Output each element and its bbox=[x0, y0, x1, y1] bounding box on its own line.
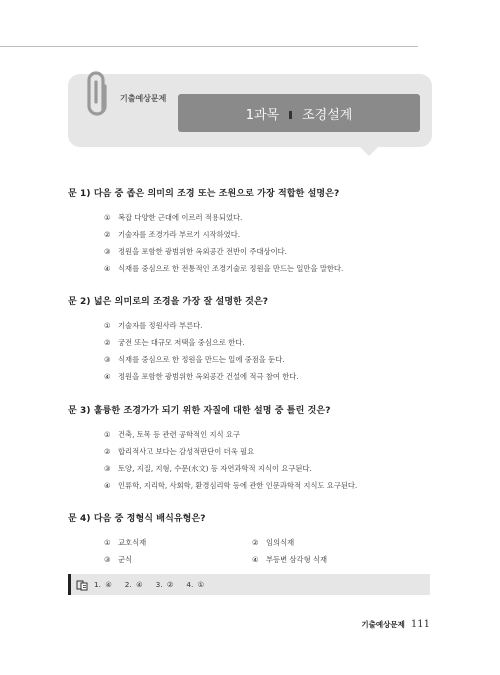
option-list bbox=[68, 426, 357, 494]
option-item: ④ 부등변 삼각형 식재 bbox=[252, 555, 328, 564]
chapter-title-box bbox=[178, 94, 420, 132]
question-title: 문 2) 넓은 의미로의 조경을 가장 잘 설명한 것은? bbox=[68, 297, 269, 307]
option-list bbox=[68, 209, 343, 277]
option-item: ③ 정원을 포함한 광범위한 옥외공간 전반이 주대상이다. bbox=[104, 247, 287, 256]
option-item: ① 복잡 다양한 근대에 이르러 적용되었다. bbox=[104, 213, 243, 222]
option-item: ④ 인류학, 지리학, 사회학, 환경심리학 등에 관한 인문과학적 지식도 요구된다. bbox=[104, 481, 358, 490]
chapter-title: 조경설계 bbox=[302, 107, 353, 123]
question-3 bbox=[68, 403, 357, 494]
option-item: ① 건축, 토목 등 관련 공학적인 지식 요구 bbox=[104, 430, 240, 439]
footer-section-title: 기출예상문제 bbox=[361, 620, 405, 629]
answer-key-icon bbox=[76, 579, 88, 591]
option-item: ② 합리적사고 보다는 감성적판단이 더욱 필요 bbox=[104, 447, 255, 456]
option-item: ① 기술자를 정원사라 부른다. bbox=[104, 321, 203, 330]
page-number: 111 bbox=[410, 619, 430, 630]
title-separator bbox=[289, 111, 292, 119]
page-footer bbox=[361, 619, 430, 630]
banner-label: 기출예상문제 bbox=[120, 94, 167, 103]
option-item: ③ 토양, 지질, 지형, 수문(水文) 등 자연과학적 지식이 요구된다. bbox=[104, 464, 312, 473]
top-rule bbox=[0, 46, 418, 47]
option-item: ③ 군식 bbox=[104, 555, 133, 564]
option-item: ② 궁전 또는 대규모 저택을 중심으로 한다. bbox=[104, 338, 245, 347]
option-item: ② 임의식재 bbox=[252, 538, 295, 547]
subject-number: 1과목 bbox=[245, 107, 280, 123]
option-list bbox=[68, 534, 400, 568]
paperclip-icon bbox=[84, 66, 110, 118]
option-item: ④ 정원을 포함한 광범위한 옥외공간 건설에 적극 참여 한다. bbox=[104, 372, 299, 381]
question-1 bbox=[68, 186, 343, 277]
answer-key-bar bbox=[68, 574, 430, 595]
banner-pointer bbox=[358, 145, 380, 156]
option-item: ④ 식재를 중심으로 한 전통적인 조경기술로 정원을 만드는 일만을 말한다. bbox=[104, 264, 344, 273]
option-item: ② 기술자를 조경가라 부르기 시작하였다. bbox=[104, 230, 241, 239]
question-title: 문 4) 다음 중 정형식 배식유형은? bbox=[68, 514, 206, 524]
option-item: ① 교호식재 bbox=[104, 538, 147, 547]
option-list bbox=[68, 317, 299, 385]
question-2 bbox=[68, 294, 299, 385]
question-title: 문 3) 훌륭한 조경가가 되기 위한 자질에 대한 설명 중 틀린 것은? bbox=[68, 406, 331, 416]
question-title: 문 1) 다음 중 좁은 의미의 조경 또는 조원으로 가장 적합한 설명은? bbox=[68, 189, 340, 199]
answer-key-text: 1. ④ 2. ④ 3. ② 4. ① bbox=[94, 580, 205, 589]
answer-bar-accent bbox=[68, 574, 71, 595]
option-item: ③ 식재를 중심으로 한 정원을 만드는 일에 중점을 둔다. bbox=[104, 355, 285, 364]
question-4 bbox=[68, 511, 400, 568]
